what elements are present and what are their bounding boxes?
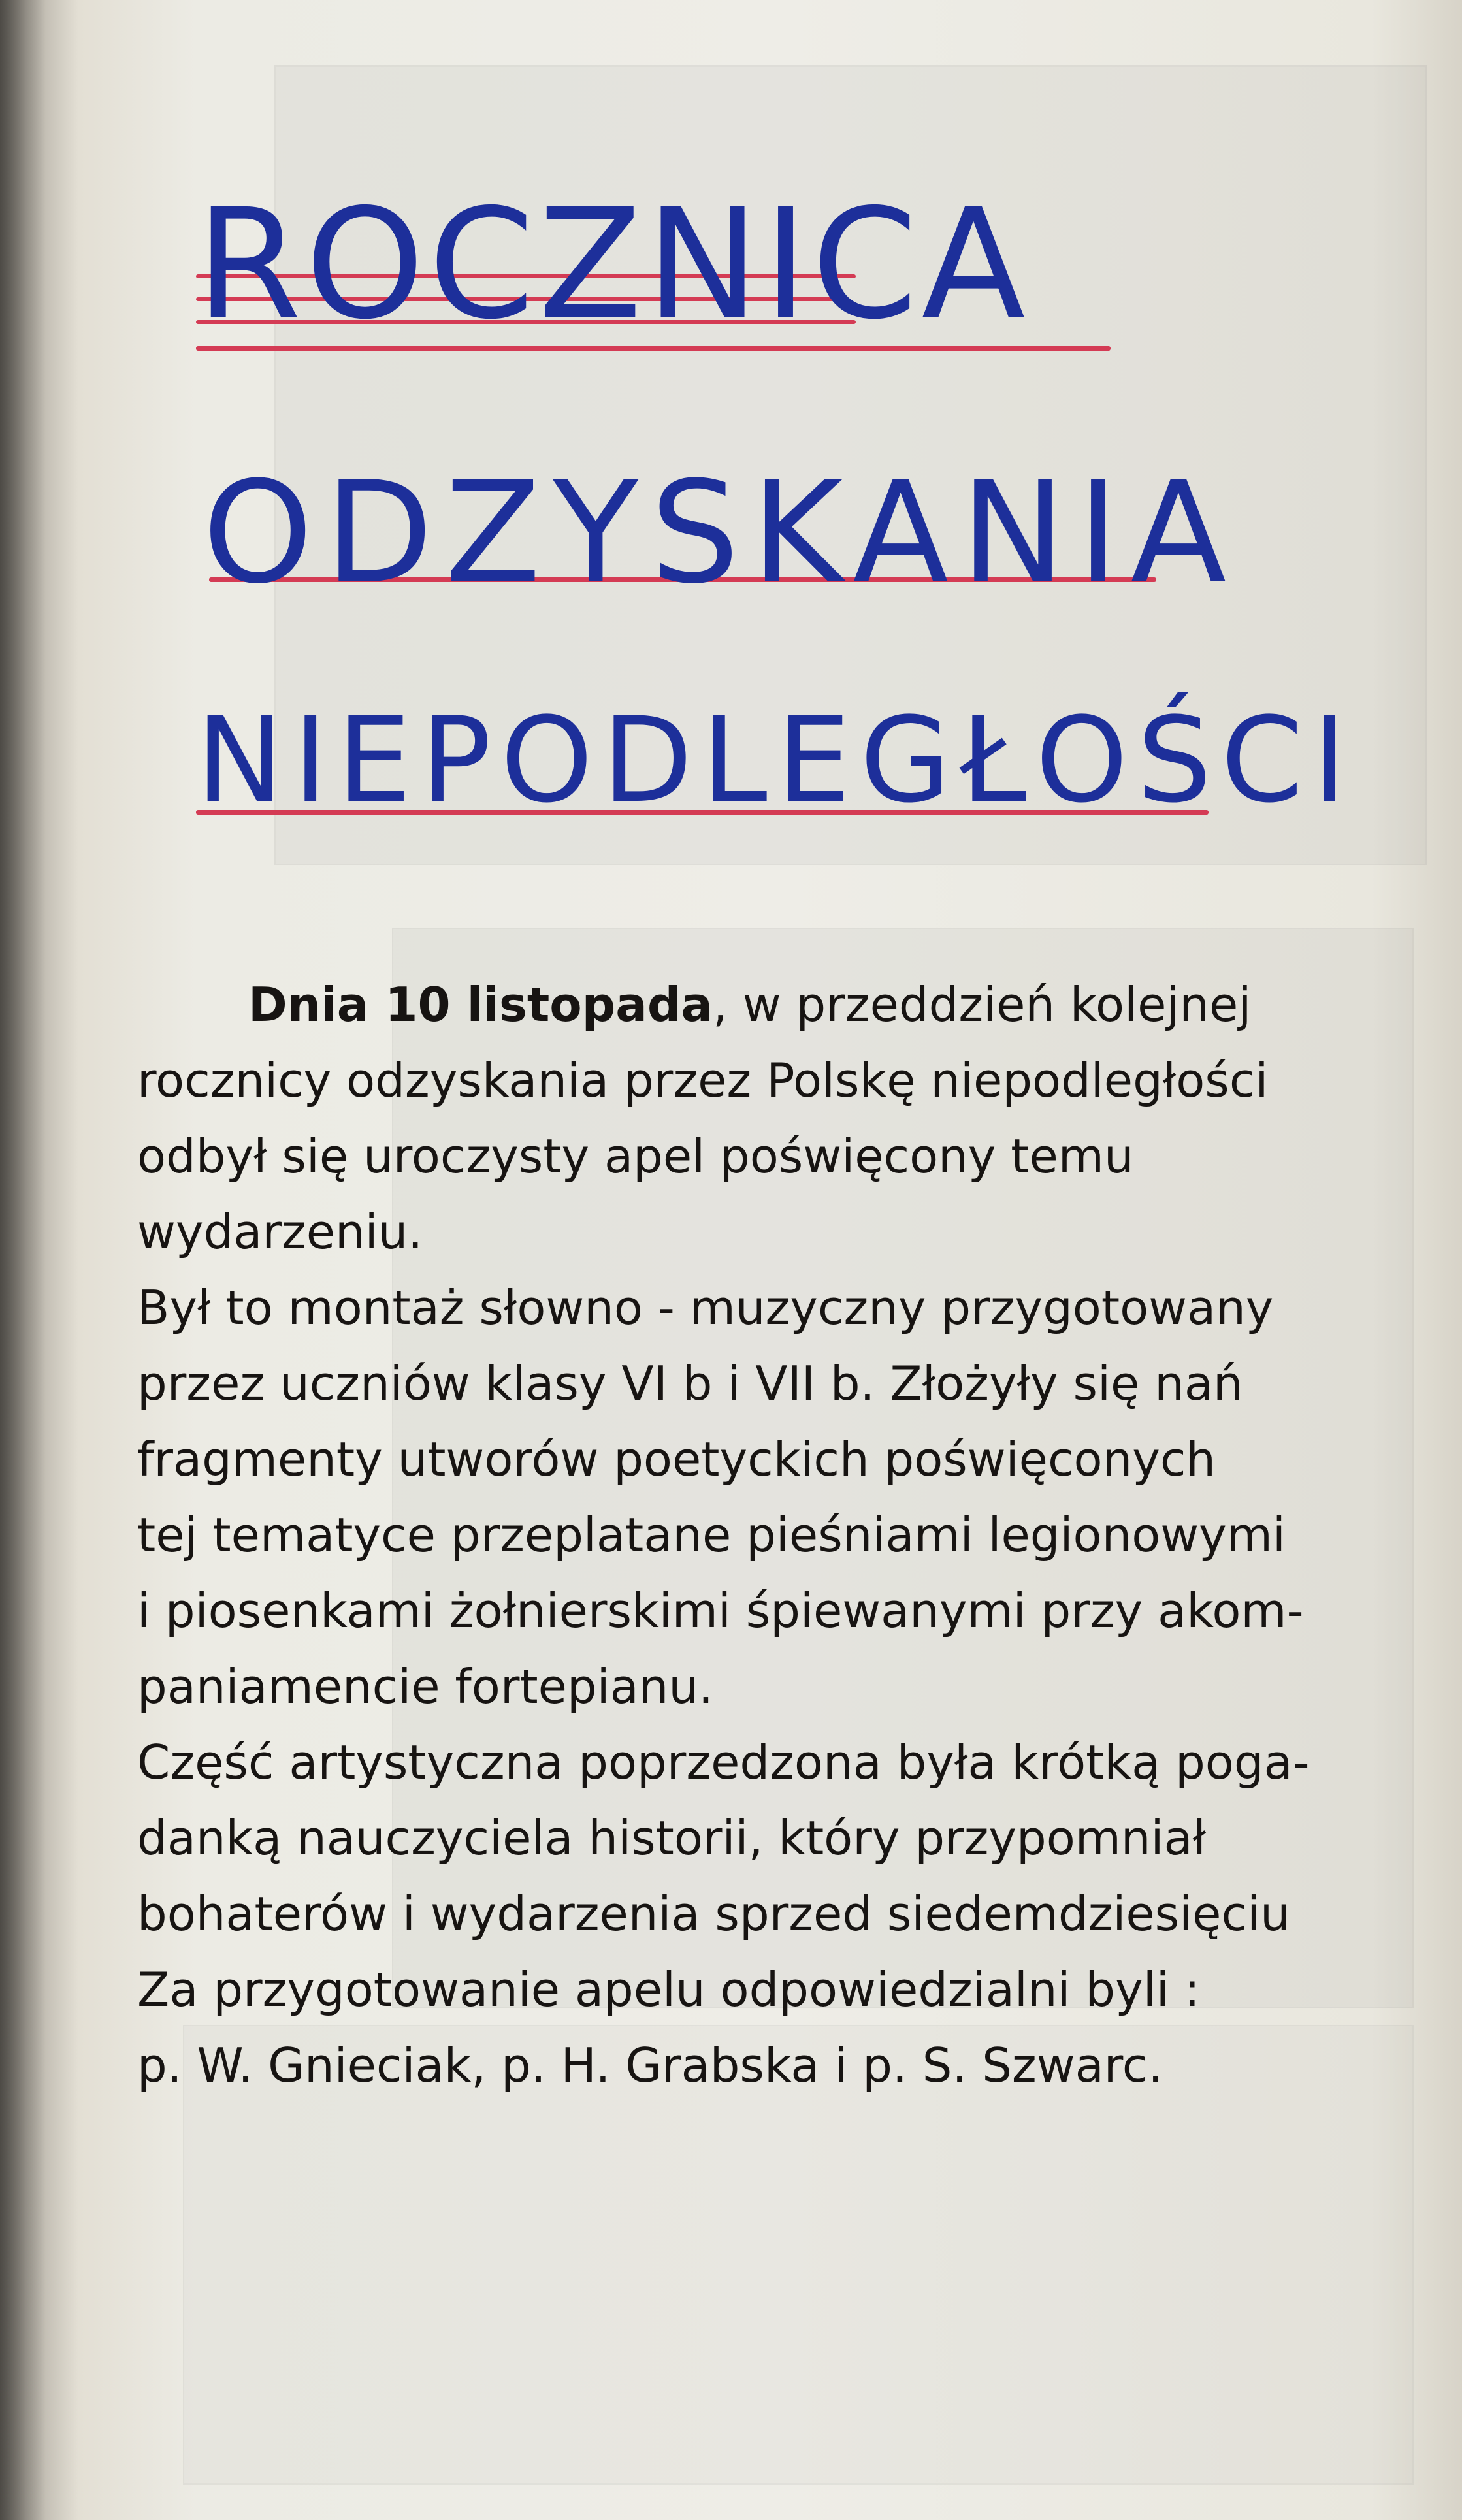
body-line: paniamencie fortepianu.	[137, 1659, 713, 1714]
body-line: i piosenkami żołnierskimi śpiewanymi przy akom-	[137, 1583, 1304, 1638]
body-line: Był to montaż słowno - muzyczny przygotowany	[137, 1280, 1274, 1335]
body-line: bohaterów i wydarzenia sprzed siedemdziesięciu	[137, 1886, 1290, 1941]
title-line-2: ODZYSKANIA	[203, 451, 1239, 615]
body-line: tej tematyce przeplatane pieśniami legionowymi	[137, 1508, 1286, 1562]
body-line-1-rest: , w przeddzień kolejnej	[712, 977, 1252, 1032]
title-line-1: ROCZNICA	[196, 176, 1030, 353]
body-line: fragmenty utworów poetyckich poświęconych	[137, 1432, 1216, 1487]
body-lead: Dnia 10 listopada	[248, 977, 713, 1032]
body-line: odbył się uroczysty apel poświęcony temu	[137, 1129, 1134, 1184]
body-line: przez uczniów klasy VI b i VII b. Złożyły się nań	[137, 1356, 1243, 1411]
body-line: danką nauczyciela historii, który przypomniał	[137, 1811, 1207, 1866]
body-line: p. W. Gnieciak, p. H. Grabska i p. S. Szwarc.	[137, 2038, 1163, 2093]
body-line-1	[137, 967, 1437, 1042]
handwritten-body-text	[137, 967, 1437, 2103]
body-line: rocznicy odzyskania przez Polskę niepodległości	[137, 1053, 1269, 1108]
body-line: Za przygotowanie apelu odpowiedzialni byli :	[137, 1962, 1200, 2017]
title-line-3: NIEPODLEGŁOŚCI	[196, 692, 1356, 829]
body-line: Część artystyczna poprzedzona była krótką poga-	[137, 1735, 1310, 1790]
page-binding-shadow	[0, 0, 46, 2520]
body-line: wydarzeniu.	[137, 1204, 423, 1259]
